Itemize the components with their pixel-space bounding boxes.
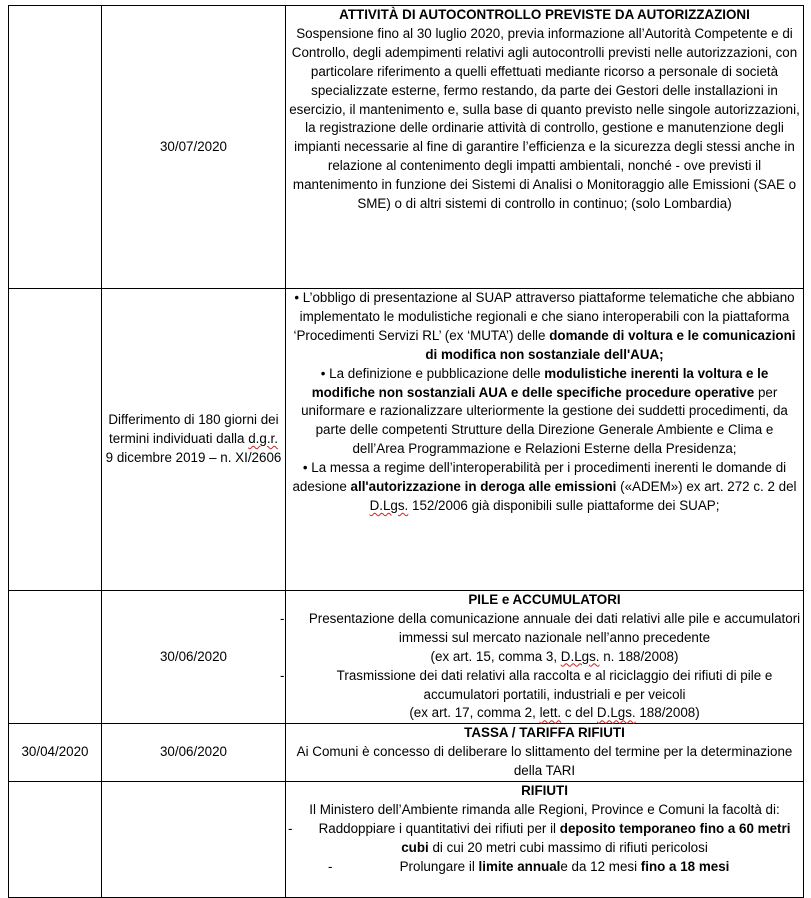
table-row [9, 6, 804, 289]
dash-item [280, 610, 801, 667]
dash-text: Trasmissione dei dati relativi alla raccolta e al riciclaggio dei rifiuti di pile e accumulatori portatili, industriali e per veicoli [336, 667, 773, 702]
dash-bold-text-end: fino a 18 mesi [640, 858, 730, 874]
original-deadline-cell [9, 6, 102, 289]
dash-item [288, 858, 801, 877]
dash-item [280, 667, 801, 724]
new-deadline-cell [102, 289, 286, 591]
dash-text: Prolungare il [399, 858, 475, 874]
description-cell [286, 724, 804, 782]
original-deadline-cell [9, 591, 102, 724]
bullet-text: • L’obbligo di presentazione al SUAP attraverso piattaforme telematiche che abbiano implementato le modulistiche regionali e che siano interoperabili con la piattaforma ‘Procedimenti Servizi RL’ (ex ‘MUTA’) delle [293, 290, 795, 343]
bullet-text-end: per uniformare e razionalizzare ulteriormente la gestione dei suddetti procedimenti, da parte delle competenti Strutture della Direzione Generale Ambiente e Clima e dell’Area Programmazione e Relazioni Esterne della Presidenza; [301, 384, 788, 457]
bullet-text: • La definizione e pubblicazione delle [320, 365, 541, 381]
section-intro: Il Ministero dell’Ambiente rimanda alle Regioni, Province e Comuni la facoltà di: [309, 802, 780, 818]
table-row [9, 289, 804, 591]
document-page [8, 5, 803, 893]
bullet-text-mid: («ADEM») ex art. 272 c. 2 del [620, 479, 797, 495]
dash-text-mid: e da 12 mesi [560, 858, 638, 874]
section-title: RIFIUTI [521, 783, 568, 799]
description-cell [286, 289, 804, 591]
section-title: PILE e ACCUMULATORI [468, 592, 621, 607]
new-deadline-cell [102, 782, 286, 898]
dash-text-end: di cui 20 metri cubi massimo di rifiuti pericolosi [432, 840, 708, 856]
original-deadline-cell [9, 782, 102, 898]
bullet-item [288, 459, 801, 516]
lett-abbrev: lett. [539, 705, 562, 721]
new-deadline-cell: 30/06/2020 [102, 724, 286, 782]
bullet-bold-text: domande di voltura e le comunicazioni di modifica non sostanziale dell'AUA; [425, 327, 796, 362]
law-ref-end: n. 188/2008) [603, 648, 679, 664]
law-ref-end: 188/2008) [639, 705, 700, 721]
dash-item [288, 820, 801, 858]
deferral-text: Differimento di 180 giorni dei termini individuati dalla [108, 412, 279, 447]
table-row [9, 724, 804, 782]
dgr-abbrev: d.g.r. [248, 431, 278, 447]
section-title: ATTIVITÀ DI AUTOCONTROLLO PREVISTE DA AUTORIZZAZIONI [339, 7, 750, 22]
new-deadline-cell: 30/07/2020 [102, 6, 286, 289]
bullet-text: • La messa a regime dell’interoperabilità per i procedimenti inerenti le domande di adesione [292, 460, 787, 495]
law-ref: (ex art. 17, comma 2, [409, 705, 536, 721]
dlgs-abbrev: D.Lgs. [560, 648, 600, 664]
original-deadline-cell [9, 289, 102, 591]
new-deadline-cell: 30/06/2020 [102, 591, 286, 724]
section-body: Sospensione fino al 30 luglio 2020, previa informazione all’Autorità Competente e di Controllo, degli adempimenti relativi agli autocontrolli previsti nelle autorizzazioni, con particolare riferimento a quelli effettuati mediante ricorso a personale di società specializzate esterne, fermo restando, da parte dei Gestori delle installazioni in esercizio, il mantenimento e, sulla base di quanto previsto nelle singole autorizzazioni, la registrazione delle ordinarie attività di controllo, gestione e manutenzione degli impianti necessarie al fine di garantire l’efficienza e la sicurezza degli stessi anche in relazione al contenimento degli impatti ambientali, nonché - ove previsti il mantenimento in funzione dei Sistemi di Analisi o Monitoraggio alle Emissioni (SAE o SME) o di altri sistemi di controllo in continuo; (solo Lombardia) [289, 25, 800, 212]
bullet-bold-text: modulistiche inerenti la voltura e le modifiche non sostanziali AUA e delle specifiche procedure operative [311, 365, 769, 400]
section-body: Ai Comuni è concesso di deliberare lo slittamento del termine per la determinazione della TARI [296, 744, 793, 779]
dash-marker: - [328, 858, 333, 874]
description-cell [286, 6, 804, 289]
dash-marker: - [288, 821, 293, 837]
dash-bold-text: limite annual [478, 858, 561, 874]
description-cell [280, 591, 804, 724]
dlgs-abbrev: D.Lgs. [369, 497, 409, 513]
section-title: TASSA / TARIFFA RIFIUTI [464, 725, 625, 741]
bullet-text-end: 152/2006 già disponibili sulle piattaforme dei SUAP; [412, 497, 720, 513]
bullet-bold-text: all'autorizzazione in deroga alle emissioni [350, 479, 617, 495]
law-ref: (ex art. 15, comma 3, [430, 648, 558, 664]
dlgs-abbrev: D.Lgs. [596, 705, 636, 721]
bullet-item [288, 289, 801, 365]
original-deadline-cell: 30/04/2020 [9, 724, 102, 782]
deadlines-table [8, 5, 804, 898]
dash-text: Presentazione della comunicazione annuale dei dati relativi alle pile e accumulatori immessi sul mercato nazionale nell’anno precedente [308, 610, 801, 645]
bullet-item [288, 365, 801, 460]
table-row [9, 591, 804, 724]
law-ref-mid: c del [564, 705, 594, 721]
dash-marker: - [280, 610, 285, 626]
deferral-text-end: 9 dicembre 2019 – n. XI/2606 [105, 449, 282, 465]
dash-text: Raddoppiare i quantitativi dei rifiuti per il [318, 821, 557, 837]
table-row [9, 782, 804, 898]
dash-marker: - [280, 667, 285, 683]
dash-bold-text: deposito temporaneo fino a 60 metri cubi [401, 821, 791, 856]
description-cell [286, 782, 804, 898]
